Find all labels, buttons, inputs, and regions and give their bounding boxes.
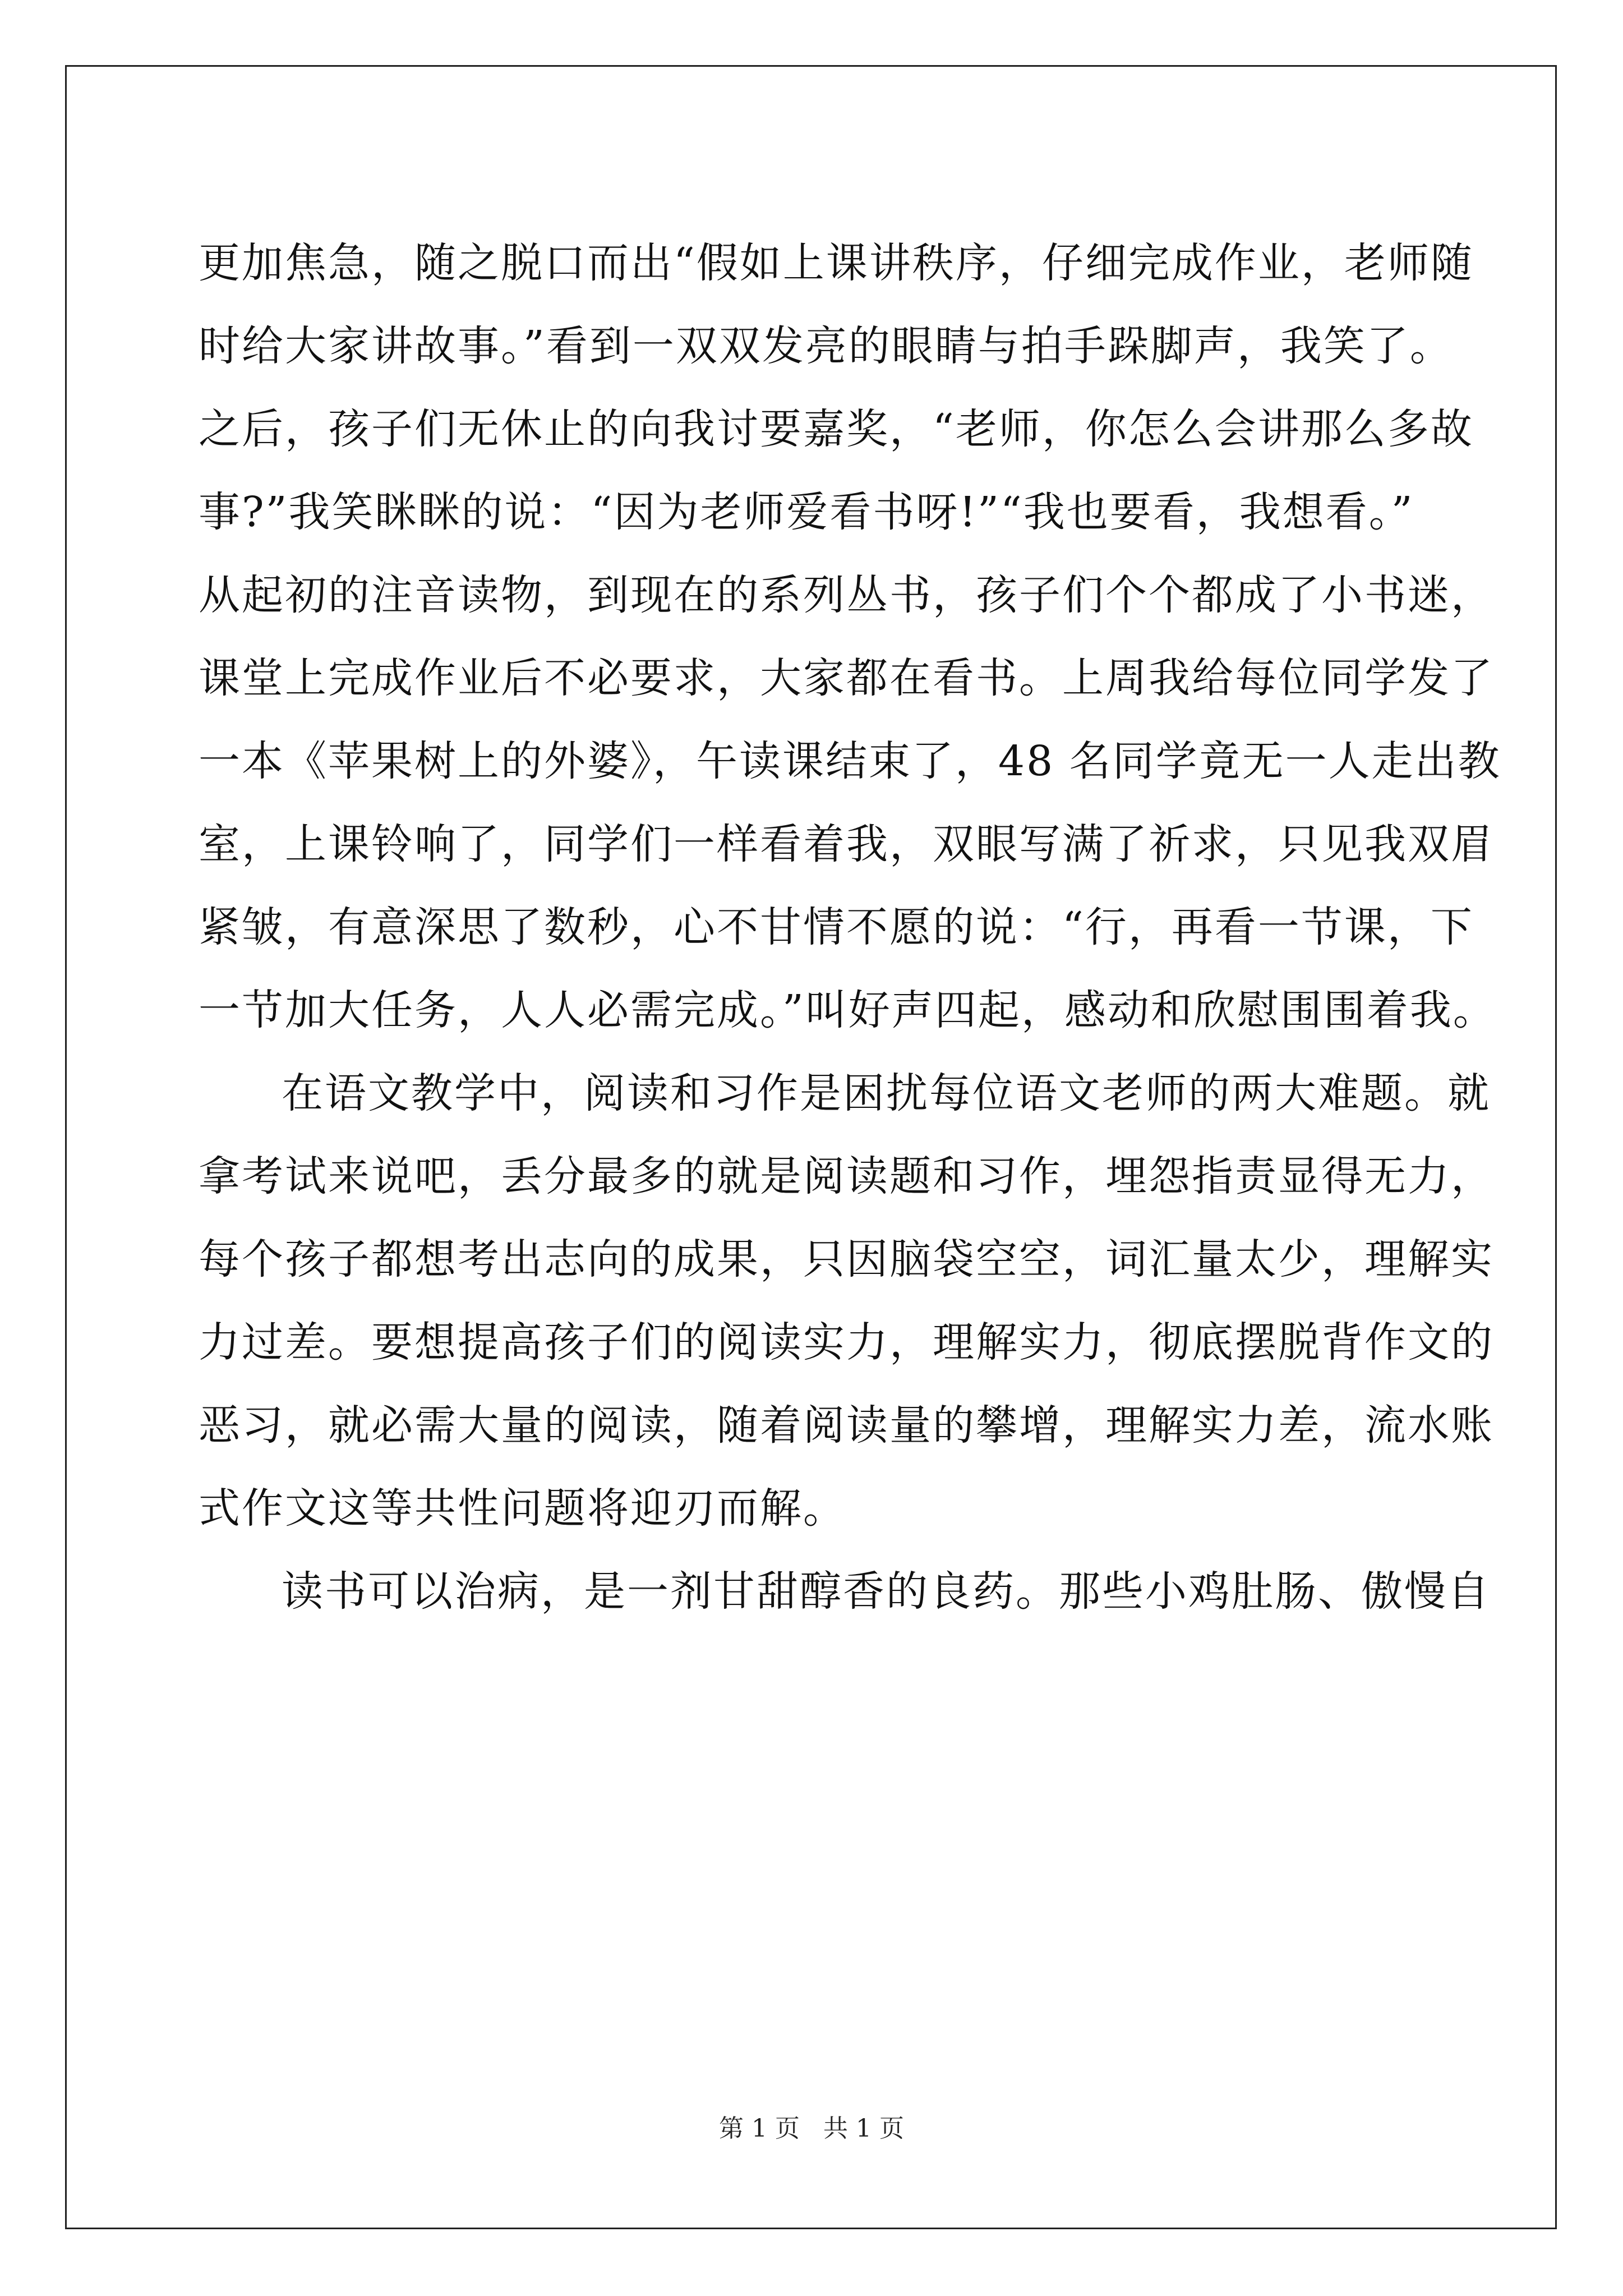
paragraph-start-line: 读书可以治病，是一剂甘甜醇香的良药。那些小鸡肚肠、傲慢自 (282, 1567, 1491, 1616)
text-line: 紧皱，有意深思了数秒，心不甘情不愿的说：“行，再看一节课，下 (199, 903, 1474, 951)
text-line: 恶习，就必需大量的阅读，随着阅读量的攀增，理解实力差，流水账 (199, 1401, 1494, 1450)
paragraph-start-line: 在语文教学中，阅读和习作是困扰每位语文老师的两大难题。就 (282, 1069, 1491, 1117)
page-total: 共 1 页 (823, 2114, 904, 2143)
document-body (199, 222, 1501, 1633)
text-line: 课堂上完成作业后不必要求，大家都在看书。上周我给每位同学发了 (199, 654, 1494, 702)
text-line: 一节加大任务，人人必需完成。”叫好声四起，感动和欣慰围围着我。 (199, 986, 1496, 1034)
text-line: 事?”我笑眯眯的说：“因为老师爱看书呀!”“我也要看，我想看。” (199, 488, 1414, 536)
text-line: 室，上课铃响了，同学们一样看着我，双眼写满了祈求，只见我双眉 (199, 820, 1494, 868)
text-line: 从起初的注音读物，到现在的系列丛书，孩子们个个都成了小书迷， (199, 571, 1494, 619)
text-line: 时给大家讲故事。”看到一双双发亮的眼睛与拍手跺脚声，我笑了。 (199, 322, 1453, 370)
text-line: 力过差。要想提高孩子们的阅读实力，理解实力，彻底摆脱背作文的 (199, 1318, 1494, 1366)
text-line: 更加焦急，随之脱口而出“假如上课讲秩序，仔细完成作业，老师随 (199, 239, 1474, 287)
text-line: 之后，孩子们无休止的向我讨要嘉奖，“老师，你怎么会讲那么多故 (199, 405, 1474, 453)
page-number: 第 1 页 (719, 2114, 800, 2143)
text-line: 每个孩子都想考出志向的成果，只因脑袋空空，词汇量太少，理解实 (199, 1235, 1494, 1283)
text-line: 一本《苹果树上的外婆》，午读课结束了，48 名同学竟无一人走出教 (199, 737, 1501, 785)
text-line: 式作文这等共性问题将迎刃而解。 (199, 1484, 846, 1533)
page-footer (0, 2112, 1623, 2146)
text-line: 拿考试来说吧，丢分最多的就是阅读题和习作，埋怨指责显得无力， (199, 1152, 1494, 1200)
